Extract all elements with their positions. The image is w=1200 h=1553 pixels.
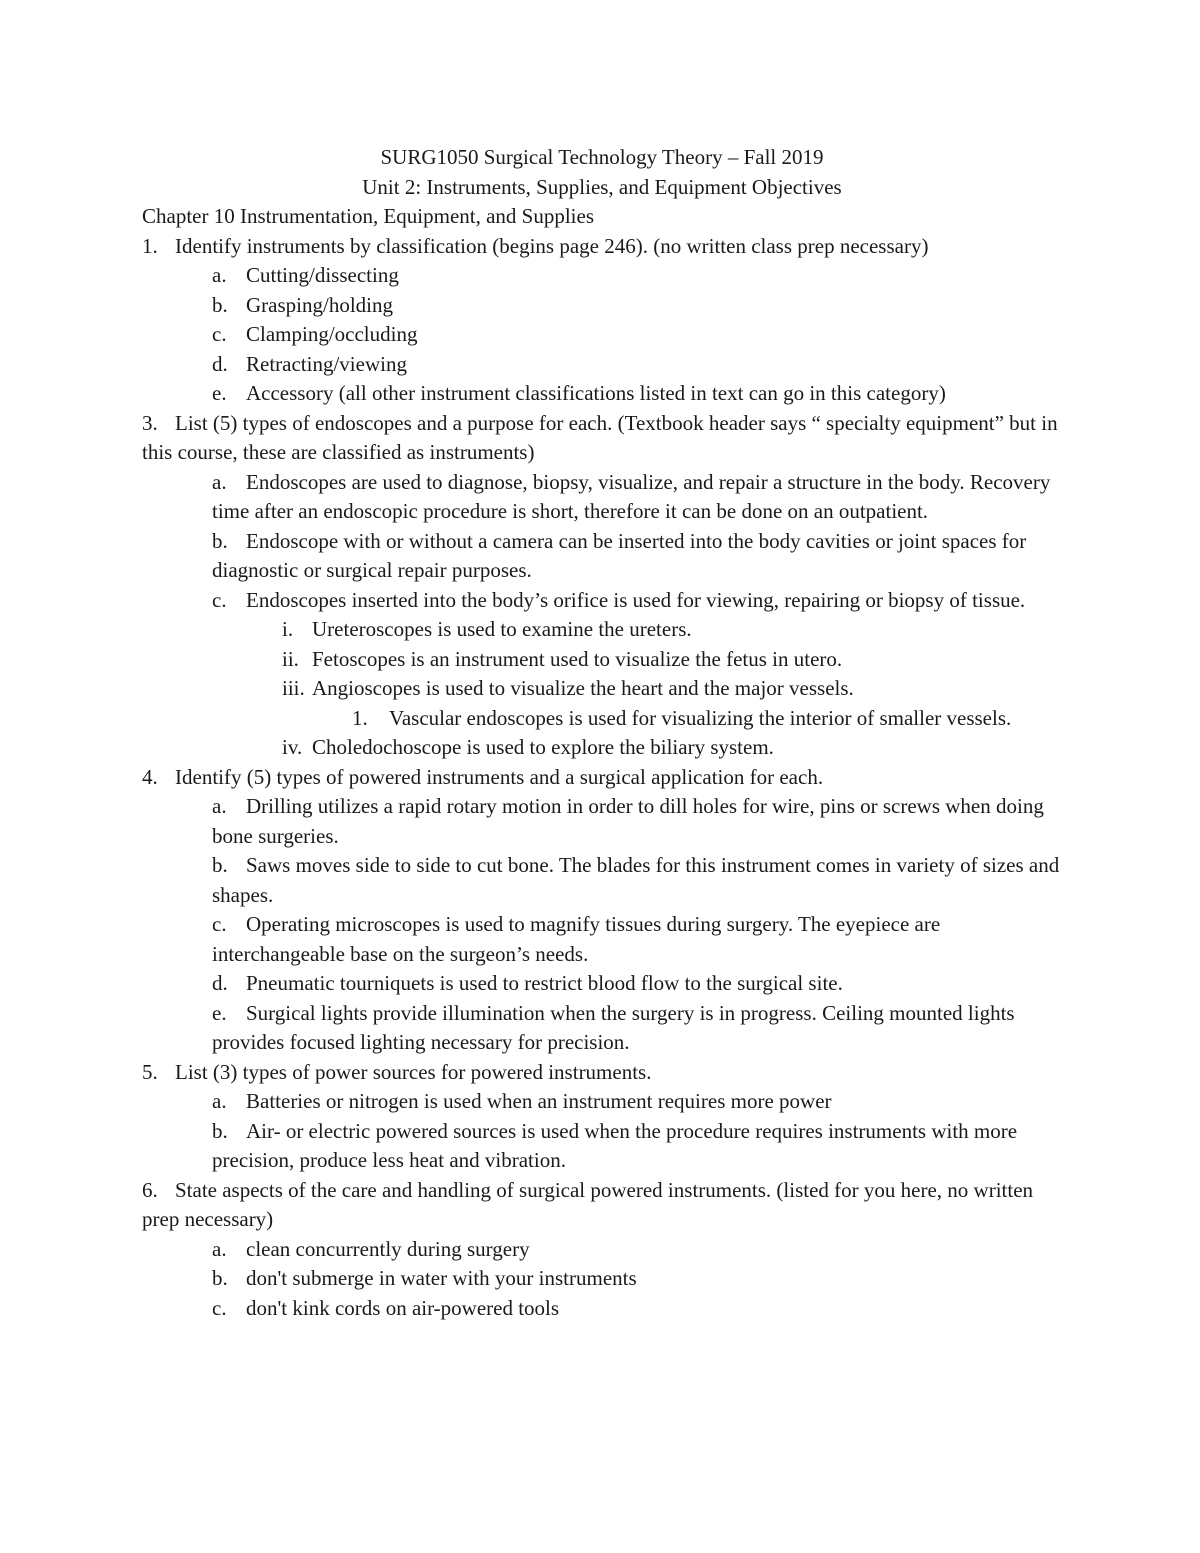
list-text: Cutting/dissecting: [246, 263, 399, 287]
list-label: b.: [212, 1266, 228, 1290]
list-text: Endoscope with or without a camera can be inserted into the body cavities or joint spaces for diagnostic or surgical repair purposes.: [212, 528, 1027, 582]
list-text: Clamping/occluding: [246, 322, 418, 346]
list-label: iv.: [282, 735, 303, 759]
list-item: [142, 999, 1062, 1058]
sub-sub-list-item: [142, 704, 1062, 734]
list-text: Identify instruments by classification (begins page 246). (no written class prep necessary): [175, 233, 929, 258]
list-text: Grasping/holding: [246, 292, 393, 317]
objective-3: [142, 409, 1062, 468]
unit-title: Unit 2: Instruments, Supplies, and Equipment Objectives: [362, 174, 842, 199]
list-text: Batteries or nitrogen is used when an instrument requires more power: [246, 1089, 832, 1113]
document-body: [142, 143, 1062, 1323]
list-label: 1.: [352, 705, 368, 730]
list-item: [142, 350, 1062, 380]
list-item: [142, 1087, 1062, 1117]
list-text: Fetoscopes is an instrument used to visualize the fetus in utero.: [312, 646, 843, 671]
list-label: a.: [212, 1236, 227, 1261]
chapter-heading: Chapter 10 Instrumentation, Equipment, and Supplies: [142, 204, 595, 228]
list-item: [142, 1117, 1062, 1176]
list-text: Air- or electric powered sources is used when the procedure requires instruments with more precision, produce less heat and vibration.: [212, 1118, 1018, 1172]
list-text: State aspects of the care and handling of surgical powered instruments. (listed for you here, no written prep necessary): [142, 1177, 1034, 1231]
list-text: List (3) types of power sources for powered instruments.: [175, 1059, 652, 1084]
list-text: Pneumatic tourniquets is used to restrict blood flow to the surgical site.: [246, 971, 843, 995]
list-label: a.: [212, 1089, 227, 1113]
sub-list-item: [142, 733, 1062, 763]
list-text: don't kink cords on air-powered tools: [246, 1295, 560, 1320]
list-number: 5.: [142, 1059, 158, 1084]
list-label: b.: [212, 1118, 228, 1143]
list-label: a.: [212, 794, 227, 818]
list-text: Drilling utilizes a rapid rotary motion in order to dill holes for wire, pins or screws when doing bone surgeries.: [212, 794, 1044, 848]
list-label: a.: [212, 263, 227, 287]
objective-4: [142, 763, 1062, 793]
list-item: [142, 792, 1062, 851]
sub-list-item: [142, 674, 1062, 704]
list-text: Saws moves side to side to cut bone. The blades for this instrument comes in variety of sizes and shapes.: [212, 853, 1060, 907]
list-item: [142, 320, 1062, 350]
list-item: [142, 291, 1062, 321]
list-text: Choledochoscope is used to explore the biliary system.: [312, 735, 774, 759]
list-label: d.: [212, 351, 228, 376]
list-label: b.: [212, 853, 228, 877]
list-text: Accessory (all other instrument classifications listed in text can go in this category): [246, 381, 946, 405]
list-text: Surgical lights provide illumination when the surgery is in progress. Ceiling mounted lights provides focused lighting necessary for precision.: [212, 1000, 1015, 1054]
list-item: [142, 969, 1062, 999]
list-label: e.: [212, 381, 227, 405]
objective-5: [142, 1058, 1062, 1088]
list-text: Ureteroscopes is used to examine the ureters.: [312, 617, 692, 641]
list-label: iii.: [282, 676, 305, 700]
list-number: 3.: [142, 410, 158, 435]
sub-list-item: [142, 615, 1062, 645]
list-text: Vascular endoscopes is used for visualizing the interior of smaller vessels.: [389, 705, 1012, 730]
list-label: a.: [212, 469, 227, 494]
list-label: c.: [212, 912, 227, 936]
sub-list-item: [142, 645, 1062, 675]
list-label: e.: [212, 1000, 227, 1025]
list-text: Angioscopes is used to visualize the heart and the major vessels.: [312, 676, 854, 700]
list-label: c.: [212, 587, 227, 612]
list-item: [142, 910, 1062, 969]
list-text: don't submerge in water with your instruments: [246, 1266, 637, 1290]
course-title: SURG1050 Surgical Technology Theory – Fall 2019: [380, 145, 824, 169]
list-label: d.: [212, 971, 228, 995]
list-item: [142, 586, 1062, 616]
objective-1: [142, 232, 1062, 262]
list-label: i.: [282, 617, 294, 641]
list-item: [142, 468, 1062, 527]
list-label: c.: [212, 1295, 227, 1320]
list-text: Endoscopes inserted into the body’s orifice is used for viewing, repairing or biopsy of tissue.: [246, 587, 1026, 612]
list-label: b.: [212, 292, 228, 317]
list-item: [142, 261, 1062, 291]
list-text: Retracting/viewing: [246, 351, 407, 376]
list-label: c.: [212, 322, 227, 346]
list-number: 1.: [142, 233, 158, 258]
list-item: [142, 851, 1062, 910]
list-item: [142, 1235, 1062, 1265]
list-text: Identify (5) types of powered instruments and a surgical application for each.: [175, 764, 824, 789]
list-number: 4.: [142, 764, 158, 789]
list-item: [142, 1264, 1062, 1294]
list-text: clean concurrently during surgery: [246, 1236, 530, 1261]
list-text: Endoscopes are used to diagnose, biopsy, visualize, and repair a structure in the body. Recovery time after an endoscopic procedure is short, therefore it can be done on an outpatient.: [212, 469, 1051, 523]
list-item: [142, 379, 1062, 409]
objective-6: [142, 1176, 1062, 1235]
list-item: [142, 1294, 1062, 1324]
list-label: b.: [212, 528, 228, 553]
list-item: [142, 527, 1062, 586]
list-text: Operating microscopes is used to magnify tissues during surgery. The eyepiece are interchangeable base on the surgeon’s needs.: [212, 912, 941, 966]
list-text: List (5) types of endoscopes and a purpose for each. (Textbook header says “ specialty equipment” but in this course, these are classified as instruments): [142, 410, 1058, 464]
list-number: 6.: [142, 1177, 158, 1202]
list-label: ii.: [282, 646, 299, 671]
